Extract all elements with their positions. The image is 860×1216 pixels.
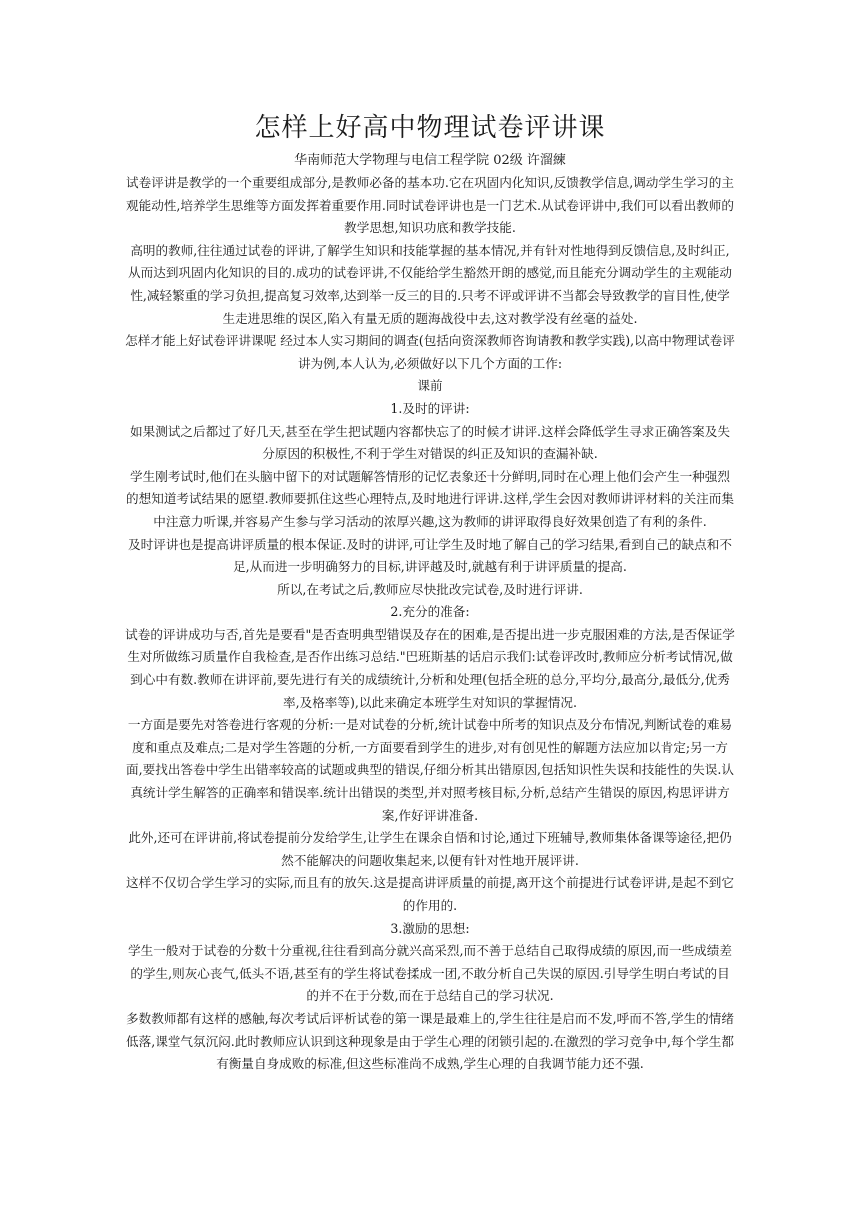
paragraph-question: 怎样才能上好试卷评讲课呢 经过本人实习期间的调查(包括向资深教师咨询请教和教学实践),以高中物理试卷评讲为例,本人认为,必须做好以下几个方面的工作: [125, 333, 735, 371]
subheading-timely-review: 1.及时的评讲: [390, 400, 470, 416]
subheading-full-preparation: 2.充分的准备: [390, 604, 470, 620]
paragraph-timely-3: 及时评讲也是提高讲评质量的根本保证.及时的讲评,可让学生及时地了解自己的学习结果,看到自己的缺点和不足,从而进一步明确努力的目标,讲评越及时,就越有利于讲评质量的提高. [128, 536, 732, 575]
paragraph-timely-1: 如果测试之后都过了好几天,甚至在学生把试题内容都快忘了的时候才讲评.这样会降低学生寻求正确答案及失分原因的积极性,不利于学生对错误的纠正及知识的查漏补缺. [130, 423, 730, 462]
paragraph-prep-3: 此外,还可在评讲前,将试卷提前分发给学生,让学生在课余自悟和讨论,通过下班辅导,教师集体备课等途径,把仍然不能解决的问题收集起来,以便有针对性地开展评讲. [128, 830, 732, 868]
paragraph-prep-1: 试卷的评讲成功与否,首先是要看"是否查明典型错误及存在的困难,是否提出进一步克服困难的方法,是否保证学生对所做练习质量作自我检查,是否作出练习总结."巴班斯基的话启示我们:试卷评改时,教师应分析考试情况,做到心中有数.教师在讲评前,要先进行有关的成绩统计,分析和处理(包括全班的总分,平均分,最高分,最低分,优秀率,及格率等),以此来确定本班学生对知识的掌握情况. [125, 626, 735, 710]
section-heading-before-class: 课前 [417, 378, 443, 394]
paragraph-prep-2: 一方面是要先对答卷进行客观的分析:一是对试卷的分析,统计试卷中所考的知识点及分布情况,判断试卷的难易度和重点及难点;二是对学生答题的分析,一方面要看到学生的进步,对有创见性的解题方法应加以肯定;另一方面,要找出答卷中学生出错率较高的试题或典型的错误,仔细分析其出错原因,包括知识性失误和技能性的失误.认真统计学生解答的正确率和错误率.统计出错误的类型,并对照考核目标,分析,总结产生错误的原因,构思评讲方案,作好评讲准备. [126, 717, 734, 823]
document-title: 怎样上好高中物理试卷评讲课 [254, 113, 606, 143]
paragraph-timely-4: 所以,在考试之后,教师应尽快批改完试卷,及时进行评讲. [277, 581, 583, 597]
subheading-motivation: 3.激励的思想: [390, 920, 470, 936]
paragraph-importance: 高明的教师,往往通过试卷的评讲,了解学生知识和技能掌握的基本情况,并有针对性地得到反馈信息,及时纠正,从而达到巩固内化知识的目的.成功的试卷评讲,不仅能给学生豁然开朗的感觉,而且能充分调动学生的主观能动性,减轻繁重的学习负担,提高复习效率,达到举一反三的目的.只考不评或评讲不当都会导致教学的盲目性,使学生走进思维的误区,陷入有量无质的题海战役中去,这对教学没有丝毫的益处. [128, 242, 732, 326]
paragraph-intro: 试卷评讲是教学的一个重要组成部分,是教师必备的基本功.它在巩固内化知识,反馈教学信息,调动学生学习的主观能动性,培养学生思维等方面发挥着重要作用.同时试卷评讲也是一门艺术.从试卷评讲中,我们可以看出教师的教学思想,知识功底和教学技能. [126, 175, 734, 236]
paragraph-prep-4: 这样不仅切合学生学习的实际,而且有的放矢.这是提高讲评质量的前提,离开这个前提进行试卷评讲,是起不到它的作用的. [126, 875, 734, 913]
paragraph-motivation-1: 学生一般对于试卷的分数十分重视,往往看到高分就兴高采烈,而不善于总结自己取得成绩的原因,而一些成绩差的学生,则灰心丧气,低头不语,甚至有的学生将试卷揉成一团,不敢分析自己失误的原因.引导学生明白考试的目的并不在于分数,而在于总结自己的学习状况. [128, 943, 732, 1004]
paragraph-motivation-2: 多数教师都有这样的感触,每次考试后评析试卷的第一课是最难上的,学生往往是启而不发,呼而不答,学生的情绪低落,课堂气氛沉闷.此时教师应认识到这种现象是由于学生心理的闭锁引起的.在激烈的学习竞争中,每个学生都有衡量自身成败的标准,但这些标准尚不成熟,学生心理的自我调节能力还不强. [126, 1010, 734, 1072]
author-line: 华南师范大学物理与电信工程学院 02级 许溜練 [294, 153, 566, 168]
paragraph-timely-2: 学生刚考试时,他们在头脑中留下的对试题解答情形的记忆表象还十分鲜明,同时在心理上他们会产生一种强烈的想知道考试结果的愿望.教师要抓住这些心理特点,及时地进行评讲.这样,学生会因对教师讲评材料的关注而集中注意力听课,并容易产生参与学习活动的浓厚兴趣,这为教师的讲评取得良好效果创造了有利的条件. [126, 468, 734, 529]
